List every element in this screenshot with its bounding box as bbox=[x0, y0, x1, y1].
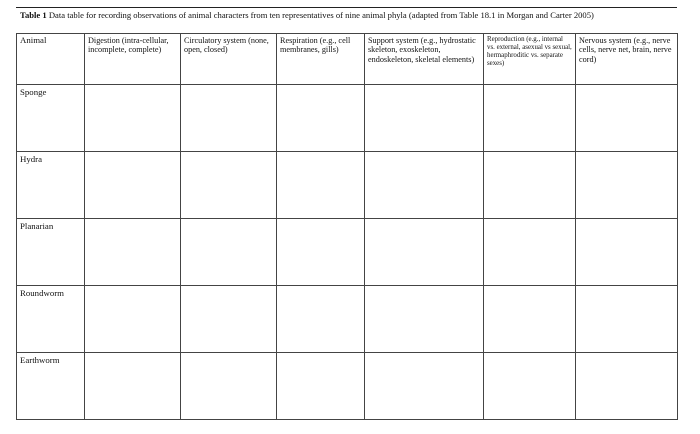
column-header-animal: Animal bbox=[17, 34, 85, 85]
table-header-row bbox=[17, 34, 678, 85]
empty-cell[interactable] bbox=[484, 85, 576, 152]
empty-cell[interactable] bbox=[576, 286, 678, 353]
table-row bbox=[17, 353, 678, 420]
table-row bbox=[17, 152, 678, 219]
table-row bbox=[17, 286, 678, 353]
empty-cell[interactable] bbox=[181, 219, 277, 286]
empty-cell[interactable] bbox=[277, 219, 365, 286]
empty-cell[interactable] bbox=[181, 353, 277, 420]
empty-cell[interactable] bbox=[576, 85, 678, 152]
row-label-hydra: Hydra bbox=[17, 152, 85, 219]
empty-cell[interactable] bbox=[181, 286, 277, 353]
empty-cell[interactable] bbox=[85, 85, 181, 152]
empty-cell[interactable] bbox=[85, 152, 181, 219]
row-label-earthworm: Earthworm bbox=[17, 353, 85, 420]
table-caption-text: Data table for recording observations of animal characters from ten representatives of nine animal phyla (adapted from Table 18.1 in Morgan and Carter 2005) bbox=[46, 10, 594, 20]
empty-cell[interactable] bbox=[277, 286, 365, 353]
empty-cell[interactable] bbox=[576, 353, 678, 420]
table-row bbox=[17, 85, 678, 152]
column-header-reproduction: Reproduction (e.g., internal vs. external, asexual vs sexual, hermaphroditic vs. separate sexes) bbox=[484, 34, 576, 85]
empty-cell[interactable] bbox=[277, 353, 365, 420]
table-row bbox=[17, 219, 678, 286]
empty-cell[interactable] bbox=[484, 219, 576, 286]
empty-cell[interactable] bbox=[576, 219, 678, 286]
empty-cell[interactable] bbox=[576, 152, 678, 219]
empty-cell[interactable] bbox=[484, 152, 576, 219]
caption-top-rule bbox=[16, 7, 677, 8]
column-header-digestion: Digestion (intra-cellular, incomplete, complete) bbox=[85, 34, 181, 85]
empty-cell[interactable] bbox=[365, 219, 484, 286]
empty-cell[interactable] bbox=[277, 152, 365, 219]
empty-cell[interactable] bbox=[365, 286, 484, 353]
column-header-support-system: Support system (e.g., hydrostatic skeleton, exoskeleton, endoskeleton, skeletal elements) bbox=[365, 34, 484, 85]
observation-table bbox=[16, 33, 678, 420]
empty-cell[interactable] bbox=[365, 152, 484, 219]
empty-cell[interactable] bbox=[365, 353, 484, 420]
empty-cell[interactable] bbox=[85, 219, 181, 286]
empty-cell[interactable] bbox=[181, 152, 277, 219]
empty-cell[interactable] bbox=[365, 85, 484, 152]
row-label-sponge: Sponge bbox=[17, 85, 85, 152]
empty-cell[interactable] bbox=[85, 286, 181, 353]
column-header-respiration: Respiration (e.g., cell membranes, gills) bbox=[277, 34, 365, 85]
row-label-roundworm: Roundworm bbox=[17, 286, 85, 353]
empty-cell[interactable] bbox=[484, 353, 576, 420]
column-header-circulatory-system: Circulatory system (none, open, closed) bbox=[181, 34, 277, 85]
row-label-planarian: Planarian bbox=[17, 219, 85, 286]
column-header-nervous-system: Nervous system (e.g., nerve cells, nerve net, brain, nerve cord) bbox=[576, 34, 678, 85]
empty-cell[interactable] bbox=[85, 353, 181, 420]
empty-cell[interactable] bbox=[484, 286, 576, 353]
table-caption-label: Table 1 bbox=[20, 10, 47, 20]
table-caption bbox=[20, 10, 675, 20]
empty-cell[interactable] bbox=[277, 85, 365, 152]
empty-cell[interactable] bbox=[181, 85, 277, 152]
